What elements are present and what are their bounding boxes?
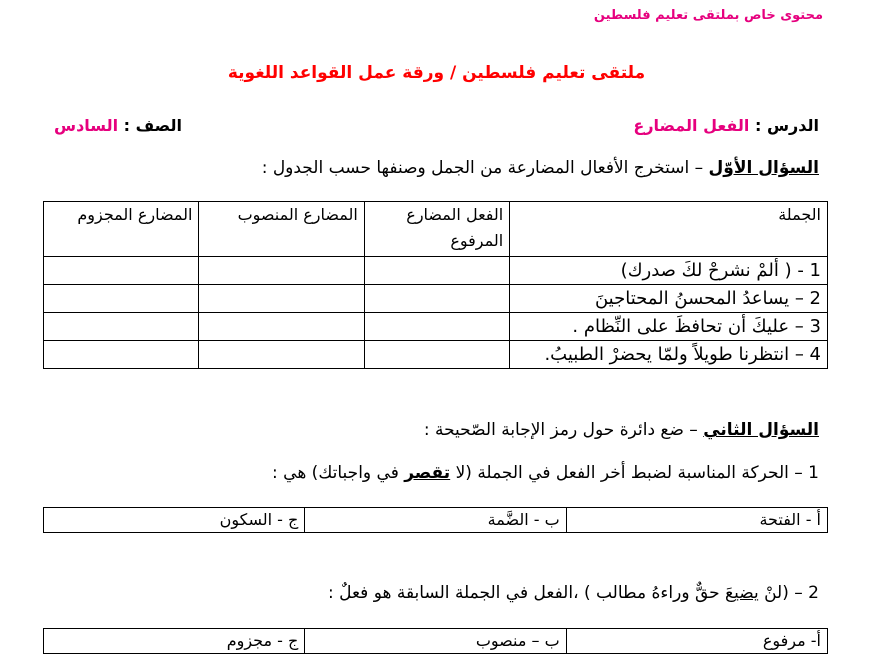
options-row [44, 629, 828, 654]
question1-heading [262, 158, 819, 178]
option-a[interactable]: أ - الفتحة [566, 508, 827, 533]
item2-text-after: حقٌّ وراءهُ مطالب ) ،الفعل في الجملة السابقة هو فعلٌ : [327, 583, 726, 603]
verbs-table [43, 201, 828, 369]
answer-cell[interactable] [199, 257, 364, 285]
question2-label: السؤال الثاني [703, 420, 819, 440]
grade-label: الصف : [123, 116, 182, 135]
answer-cell[interactable] [364, 285, 509, 313]
sentence-cell: 4 – انتظرنا طويلاً ولمّا يحضرْ الطبيبُ. [510, 341, 828, 369]
grade-value: السادس [54, 116, 119, 135]
item1-text-before: 1 – الحركة المناسبة لضبط أخر الفعل في الجملة (لا [450, 463, 819, 483]
option-b[interactable]: ب – منصوب [305, 629, 566, 654]
header-sentence: الجملة [510, 202, 828, 257]
lesson-value: الفعل المضارع [633, 116, 750, 135]
option-b[interactable]: ب - الضَّمة [305, 508, 566, 533]
lesson-line [633, 116, 819, 135]
lesson-label: الدرس : [755, 116, 819, 135]
grade-line [54, 116, 182, 135]
item1-emphasized-verb: تقصر [404, 463, 451, 483]
answer-cell[interactable] [199, 313, 364, 341]
question1-label: السؤال الأوّل [708, 158, 819, 178]
question2-item1 [272, 463, 819, 483]
answer-cell[interactable] [44, 257, 199, 285]
answer-cell[interactable] [44, 341, 199, 369]
table-row [44, 285, 828, 313]
item2-underlined-verb: يضيعَ [725, 583, 759, 603]
item2-options-table [43, 628, 828, 654]
answer-cell[interactable] [364, 313, 509, 341]
item1-text-after: في واجباتك) هي : [272, 463, 405, 483]
options-row [44, 508, 828, 533]
question2-item2 [328, 583, 819, 603]
question2-text: – ضع دائرة حول رمز الإجابة الصّحيحة : [423, 420, 704, 440]
table-header-row [44, 202, 828, 257]
item2-text-before: 2 – (لنْ [758, 583, 819, 603]
option-a[interactable]: أ- مرفوع [566, 629, 827, 654]
item1-options-table [43, 507, 828, 533]
sentence-cell: 2 – يساعدُ المحسنُ المحتاجينَ [510, 285, 828, 313]
sentence-cell: 3 – عليكَ أن تحافظَ على النِّظام . [510, 313, 828, 341]
answer-cell[interactable] [44, 313, 199, 341]
header-majzoom: المضارع المجزوم [44, 202, 199, 257]
answer-cell[interactable] [44, 285, 199, 313]
answer-cell[interactable] [364, 257, 509, 285]
option-c[interactable]: ج - مجزوم [44, 629, 305, 654]
question1-text: – استخرج الأفعال المضارعة من الجمل وصنفها حسب الجدول : [261, 158, 709, 178]
header-note: محتوى خاص بملتقى تعليم فلسطين [593, 8, 823, 23]
header-marfoo: الفعل المضارع المرفوع [364, 202, 509, 257]
sentence-cell: 1 - ( ألمْ نشرحْ لكَ صدرك) [510, 257, 828, 285]
table-row [44, 341, 828, 369]
table-row [44, 313, 828, 341]
answer-cell[interactable] [364, 341, 509, 369]
option-c[interactable]: ج - السكون [44, 508, 305, 533]
answer-cell[interactable] [199, 341, 364, 369]
answer-cell[interactable] [199, 285, 364, 313]
table-row [44, 257, 828, 285]
header-mansoob: المضارع المنصوب [199, 202, 364, 257]
question2-heading [424, 420, 819, 440]
page-title: ملتقى تعليم فلسطين / ورقة عمل القواعد اللغوية [227, 63, 646, 83]
